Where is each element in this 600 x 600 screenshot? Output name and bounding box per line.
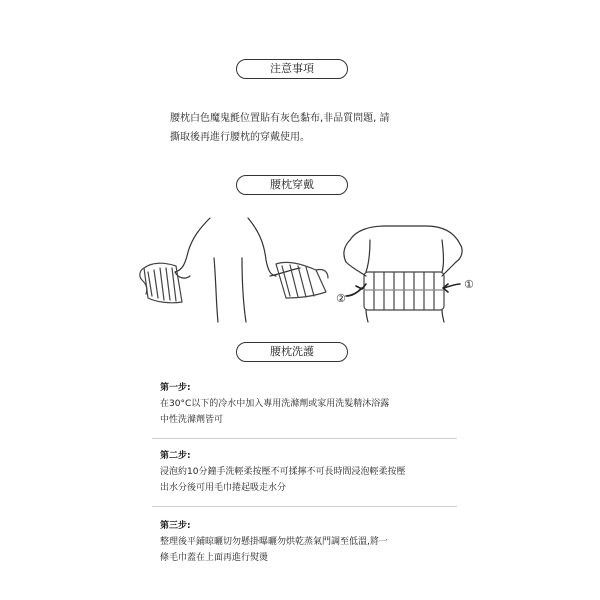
pillow-left (140, 263, 182, 303)
arrow-right (443, 284, 460, 292)
step-2-title: 第二步: (160, 451, 191, 461)
marker-1: ① (464, 278, 474, 291)
notice-line-2: 撕取後再進行腰枕的穿戴使用。 (170, 132, 310, 143)
step-1 (160, 380, 460, 428)
wear-section-title: 腰枕穿戴 (236, 175, 348, 195)
divider-1 (152, 438, 457, 439)
hands (346, 262, 456, 276)
wearing-illustration (130, 210, 474, 322)
arrow-left (346, 284, 366, 296)
step-1-title: 第一步: (160, 383, 191, 393)
step-2-line-1: 浸泡約10分鐘手洗輕柔按壓不可揉擰不可長時間浸泡輕柔按壓 (160, 467, 406, 477)
step-2 (160, 448, 460, 496)
step-3 (160, 518, 460, 566)
step-3-line-2: 條毛巾蓋在上面再進行熨燙 (160, 553, 269, 563)
pillow-right (276, 262, 328, 298)
step-1-line-2: 中性洗滌劑皆可 (160, 415, 224, 425)
waist-belt (364, 272, 444, 310)
notice-section-title: 注意事項 (236, 59, 348, 79)
notice-line-1: 腰枕白色魔鬼氈位置貼有灰色黏布,非品質問題, 請 (170, 113, 390, 124)
divider-2 (152, 506, 457, 507)
figure-side-view (175, 218, 300, 322)
step-1-line-1: 在30°C以下的冷水中加入專用洗滌劑或家用洗髮精沐浴露 (160, 399, 390, 409)
wash-section-title: 腰枕洗護 (236, 342, 348, 362)
step-3-title: 第三步: (160, 521, 191, 531)
step-2-line-2: 出水分後可用毛巾捲起吸走水分 (160, 483, 287, 493)
notice-text (170, 109, 450, 147)
step-3-line-1: 整理後平鋪晾曬切勿懸掛曝曬勿烘乾蒸氣門調至低溫,將一 (160, 537, 388, 547)
marker-2: ② (336, 292, 346, 305)
